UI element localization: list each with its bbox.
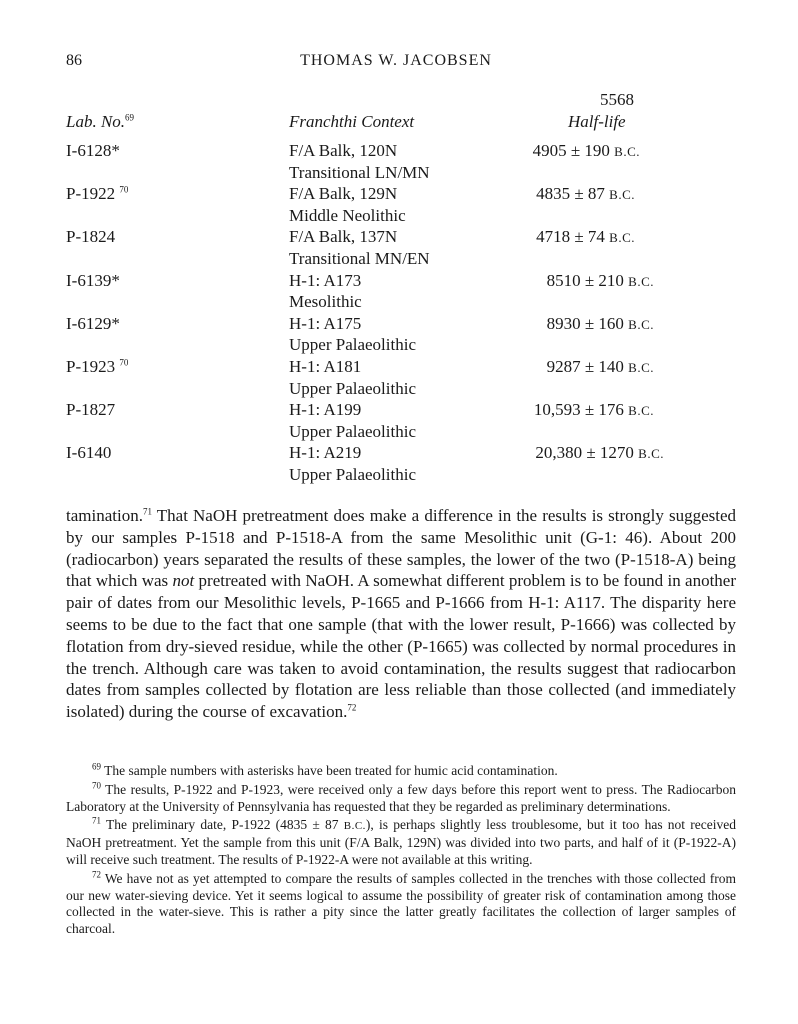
page-header [66,52,726,74]
emphasis: not [172,571,195,591]
running-head: THOMAS W. JACOBSEN [300,52,492,69]
date-value: 10,593 ± 176 B.C. [533,400,654,420]
lab-number: I-6139* [66,270,120,290]
date-value: 20,380 ± 1270 B.C. [535,443,664,463]
table-row [0,270,798,313]
lab-number: I-6128* [66,141,120,160]
context-location: H-1: A219 [289,443,362,463]
table-row [0,140,798,183]
context-period: Upper Palaeolithic [289,335,416,355]
context-location: H-1: A175 [289,313,362,333]
page-number: 86 [66,52,82,69]
lab-number: P-1824 [66,227,116,247]
lab-number: I-6129* [66,313,120,333]
date-value: 4718 ± 74 B.C. [536,227,635,247]
context-location: H-1: A199 [289,400,362,420]
footnote-ref: 71 [142,506,152,517]
footnotes [66,763,736,940]
table-row [0,183,798,226]
radiocarbon-dates-table [0,140,798,486]
date-value: 4835 ± 87 B.C. [536,184,635,204]
lab-number: P-1827 [66,400,116,420]
date-value: 8930 ± 160 B.C. [546,313,654,333]
context-period: Middle Neolithic [289,205,406,225]
context-location: F/A Balk, 120N [289,141,398,160]
footnote-72: $^{72}$ We have not as yet attempted to compare the results of samples collected in the trenches with those collected from our new water-sieving device. Yet it seems logical to assume the possibility of greater risk of contamination among those collected in the water-sieve. This is rather a pity since the latter greatly facilitates the collection of larger samples of charcoal. [66,869,736,937]
date-value: 4905 ± 190 B.C. [532,141,640,160]
table-row [0,356,798,399]
context-period: Upper Palaeolithic [289,464,416,484]
context-period: Upper Palaeolithic [289,378,416,398]
lab-number-header: Lab. No.$^{69}$ [66,112,135,131]
half-life-header: Half-life [568,112,626,131]
context-header: Franchthi Context [289,112,415,131]
body-paragraph: tamination.$^{71}$ That NaOH pretreatment does make a difference in the results is strongly suggested by our samples P-1518 and P-1518-A from the same Mesolithic unit (G-1: 46). About 200 (radiocarbon) years separated the results of these samples, the lower of the two (P-1518-A) being that which was not pretreated with NaOH. A somewhat different problem is to be found in another pair of dates from our Mesolithic levels, P-1665 and P-1666 from H-1: A117. The disparity here seems to be due to the fact that one sample (that with the lower result, P-1666) was collected by flotation from dry-sieved residue, while the other (P-1665) was collected by normal procedures in the trench. Although care was taken to avoid contamination, the results suggest that radiocarbon dates from samples collected by flotation are less reliable than those collected (and immediately isolated) during the course of excavation.$^{72}$ [66,506,736,722]
context-period: Transitional LN/MN [289,162,430,182]
footnote-71: $^{71}$ The preliminary date, P-1922 (4835 ± 87 B.C.), is perhaps slightly less troublesome, but it too has not received NaOH pretreatment. Yet the sample from this unit (F/A Balk, 129N) was divided into two parts, and half of it (P-1922-A) will receive such treatment. The results of P-1922-A were not available at this writing. [66,815,736,867]
context-location: F/A Balk, 129N [289,184,398,204]
table-row [0,313,798,356]
date-value: 9287 ± 140 B.C. [546,356,654,376]
context-location: H-1: A173 [289,270,362,290]
table-row [0,442,798,485]
lab-number: P-1923 $^{70}$ [66,356,129,376]
table-row [0,226,798,269]
context-period: Mesolithic [289,292,362,312]
context-location: F/A Balk, 137N [289,227,398,247]
footnote-70: $^{70}$ The results, P-1922 and P-1923, were received only a few days before this report went to press. The Radiocarbon Laboratory at the University of Pennsylvania has requested that they be regarded as preliminary determinations. [66,780,736,814]
footnote-69: $^{69}$ The sample numbers with asterisks have been treated for humic acid contamination. [92,761,558,778]
context-period: Transitional MN/EN [289,248,430,268]
table-row [0,399,798,442]
context-location: H-1: A181 [289,356,362,376]
context-period: Upper Palaeolithic [289,421,416,441]
lab-number: P-1922 $^{70}$ [66,184,129,204]
half-life-value-header: 5568 [600,90,634,109]
date-value: 8510 ± 210 B.C. [546,270,654,290]
lab-number: I-6140 [66,443,112,463]
footnote-ref: 72 [347,702,357,713]
